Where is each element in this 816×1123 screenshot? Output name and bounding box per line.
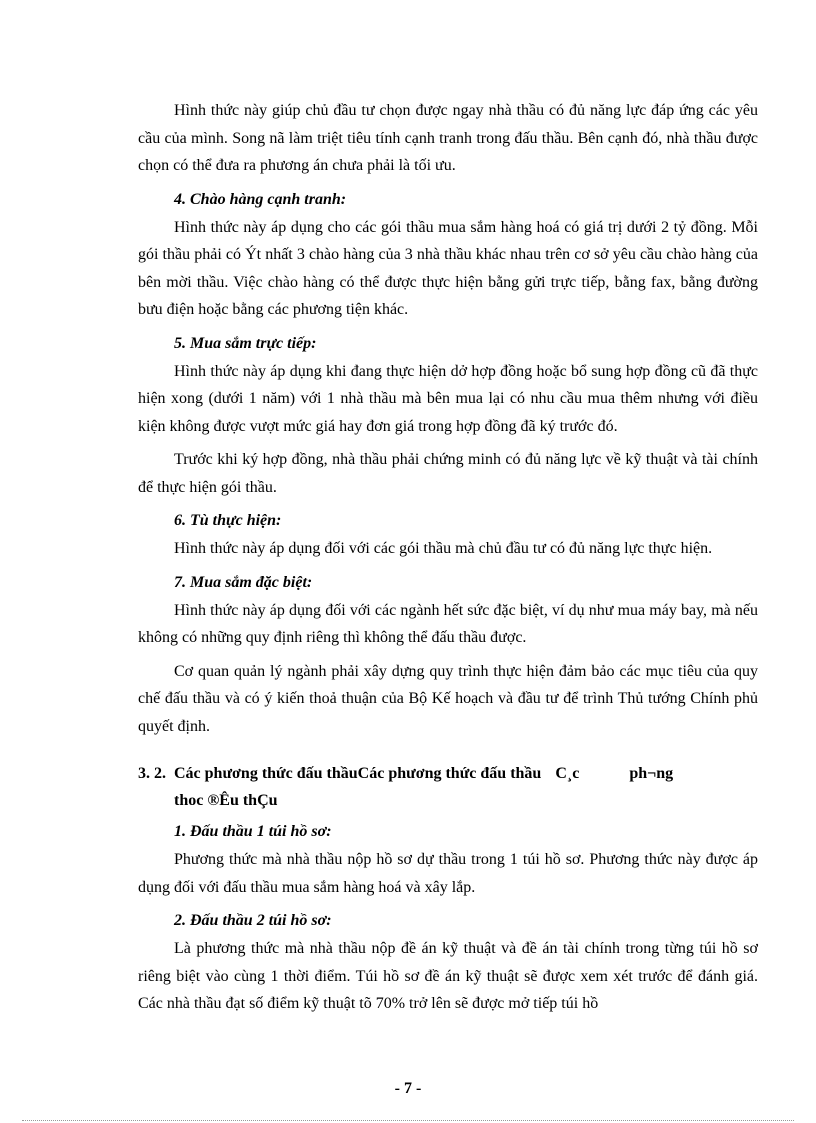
heading-dau-thau-1-tui: 1. Đấu thầu 1 túi hồ sơ: [174, 823, 332, 840]
paragraph-mua-sam-truc-tiep-2: Trước khi ký hợp đồng, nhà thầu phải chứng minh có đủ năng lực về kỹ thuật và tài chính để thực hiện gói thầu. [138, 451, 758, 496]
heading-dau-thau-2-tui: 2. Đấu thầu 2 túi hồ sơ: [174, 912, 332, 929]
heading-tu-thuc-hien: 6. Tù thực hiện: [174, 512, 282, 529]
paragraph-mua-sam-truc-tiep-1: Hình thức này áp dụng khi đang thực hiện dở hợp đồng hoặc bổ sung hợp đồng cũ đã thực hiện xong (dưới 1 năm) với 1 nhà thầu mà bên mua lại có nhu cầu mua thêm nhưng với điều kiện không được vượt mức giá hay đơn giá trong hợp đồng đã ký trước đó. [138, 362, 758, 435]
section-title-garbled-a: C¸c [555, 765, 580, 782]
page-content [138, 97, 758, 1024]
heading-mua-sam-dac-biet: 7. Mua sắm đặc biệt: [174, 573, 313, 591]
section-title: Các phương thức đấu thầuCác phương thức đấu thầu [174, 765, 542, 782]
paragraph-dau-thau-2-tui: Là phương thức mà nhà thầu nộp đề án kỹ thuật và đề án tài chính trong từng túi hồ sơ riêng biệt vào cùng 1 thời điểm. Túi hồ sơ đề án kỹ thuật sẽ được xem xét trước để đánh giá. Các nhà thầu đạt số điểm kỹ thuật tõ 70% trở lên sẽ được mở tiếp túi hồ [138, 940, 758, 1012]
heading-mua-sam-truc-tiep: 5. Mua sắm trực tiếp: [174, 334, 317, 352]
page-bottom-divider [22, 1120, 794, 1121]
intro-paragraph: Hình thức này giúp chủ đầu tư chọn được ngay nhà thầu có đủ năng lực đáp ứng các yêu cầu của mình. Song nã làm triệt tiêu tính cạnh tranh trong đấu thầu. Bên cạnh đó, nhà thầu được chọn có thể đưa ra phương án chưa phải là tối ưu. [138, 102, 758, 174]
paragraph-mua-sam-dac-biet-2: Cơ quan quản lý ngành phải xây dựng quy trình thực hiện đảm bảo các mục tiêu của quy chế đấu thầu và có ý kiến thoả thuận của Bộ Kế hoạch và đầu tư để trình Thủ tướng Chính phủ quyết định. [138, 662, 758, 735]
paragraph-chao-hang: Hình thức này áp dụng cho các gói thầu mua sắm hàng hoá có giá trị dưới 2 tỷ đồng. Mỗi gói thầu phải có Ýt nhất 3 chào hàng của 3 nhà thầu khác nhau trên cơ sở yêu cầu chào hàng của bên mời thầu. Việc chào hàng có thể được thực hiện bằng gửi trực tiếp, bằng fax, bằng đường bưu điện hoặc bằng các phương tiện khác. [138, 218, 758, 318]
paragraph-mua-sam-dac-biet-1: Hình thức này áp dụng đối với các ngành hết sức đặc biệt, ví dụ như mua máy bay, mà nếu không có những quy định riêng thì không thể đấu thầu được. [138, 601, 758, 646]
section-heading-3-2 [138, 760, 758, 814]
section-title-line2: thoc ®Êu thÇu [174, 792, 278, 809]
paragraph-dau-thau-1-tui: Phương thức mà nhà thầu nộp hồ sơ dự thầu trong 1 túi hồ sơ. Phương thức này được áp dụng đối với đấu thầu mua sắm hàng hoá và xây lắp. [138, 851, 758, 896]
heading-chao-hang-canh-tranh: 4. Chào hàng cạnh tranh: [174, 190, 347, 208]
section-title-garbled-b: ph¬ng [629, 765, 674, 782]
paragraph-tu-thuc-hien: Hình thức này áp dụng đối với các gói thầu mà chủ đầu tư có đủ năng lực thực hiện. [174, 540, 713, 557]
section-number: 3. 2. [138, 765, 166, 782]
page-number: - 7 - [394, 1080, 422, 1097]
